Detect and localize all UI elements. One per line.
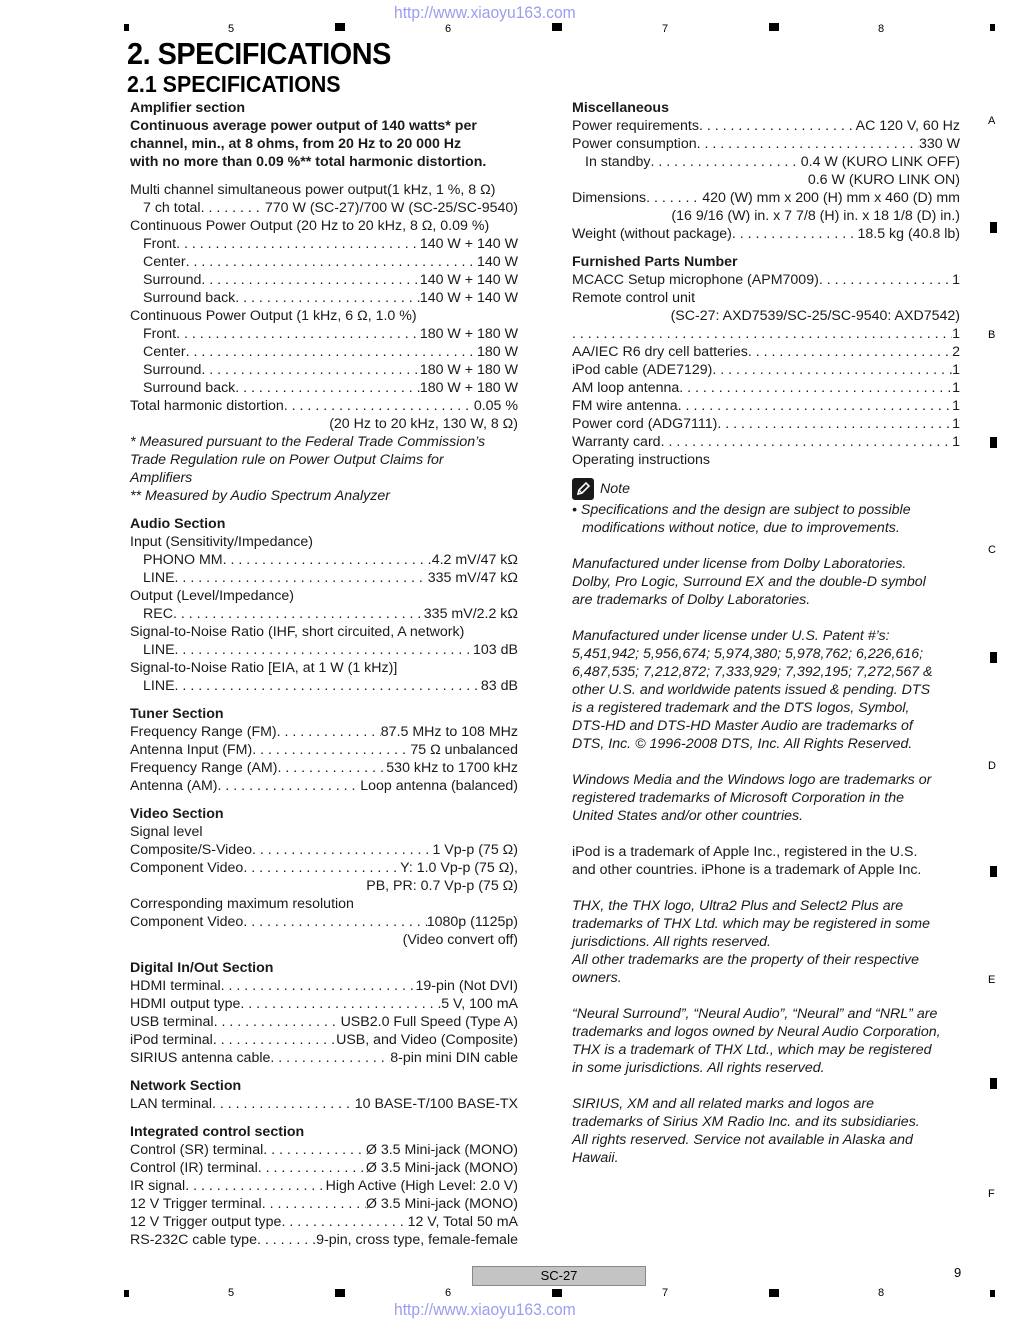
spec-heading: Signal level	[130, 824, 203, 840]
registration-mark	[552, 23, 562, 31]
video-section-title: Video Section	[130, 806, 224, 822]
trademark-paragraph-dolby: Manufactured under license from Dolby Laboratories. Dolby, Pro Logic, Surround EX and the double-D symbol are trademarks of Dolby Laboratories.	[572, 556, 926, 608]
grid-number: 7	[662, 23, 669, 35]
spec-row: iPod terminal . . . USB, and Video (Composite)	[130, 1031, 518, 1049]
spec-row: Dimensions . . . 420 (W) mm x 200 (H) mm x 460 (D) mm	[572, 189, 960, 207]
audio-section-title: Audio Section	[130, 516, 226, 532]
spec-row: In standby . . . 0.4 W (KURO LINK OFF)	[572, 153, 960, 171]
side-label-a: A	[988, 115, 996, 127]
spec-row: 7 ch total . . . 770 W (SC-27)/700 W (SC-25/SC-9540)	[130, 199, 518, 217]
parts-row: MCACC Setup microphone (APM7009) . . . 1	[572, 271, 960, 289]
amplifier-rating-line: with no more than 0.09 %** total harmonic distortion.	[130, 154, 487, 170]
spec-row: USB terminal . . . USB2.0 Full Speed (Type A)	[130, 1013, 518, 1031]
parts-item: Operating instructions	[572, 452, 711, 468]
spec-heading: Output (Level/Impedance)	[130, 588, 295, 604]
parts-section-title: Furnished Parts Number	[572, 254, 738, 270]
registration-mark	[990, 652, 997, 663]
parts-models: (SC-27: AXD7539/SC-25/SC-9540: AXD7542)	[670, 308, 960, 324]
registration-mark	[990, 222, 997, 233]
spec-row: RS-232C cable type . . . 9-pin, cross type, female-female	[130, 1231, 518, 1249]
spec-heading: Corresponding maximum resolution	[130, 896, 354, 912]
trademark-paragraph-ipod: iPod is a trademark of Apple Inc., registered in the U.S. and other countries. iPhone is a trademark of Apple Inc.	[572, 844, 922, 878]
parts-row: AA/IEC R6 dry cell batteries . . . 2	[572, 343, 960, 361]
spec-heading: Continuous Power Output (1 kHz, 6 Ω, 1.0 %)	[130, 308, 417, 324]
amplifier-rating-line: Continuous average power output of 140 watts* per	[130, 118, 477, 134]
parts-heading: Remote control unit	[572, 290, 696, 306]
parts-row: Warranty card . . . 1	[572, 433, 960, 451]
spec-row: Weight (without package) . . . 18.5 kg (40.8 lb)	[572, 225, 960, 243]
spec-row: HDMI terminal . . . 19-pin (Not DVI)	[130, 977, 518, 995]
footnote: Trade Regulation rule on Power Output Claims for	[130, 452, 444, 468]
spec-row: Antenna Input (FM) . . . 75 Ω unbalanced	[130, 741, 518, 759]
digital-section-title: Digital In/Out Section	[130, 960, 274, 976]
side-label-e: E	[988, 974, 996, 986]
misc-section-title: Miscellaneous	[572, 100, 669, 116]
parts-row: Power cord (ADG7111) . . . 1	[572, 415, 960, 433]
page-title: 2. SPECIFICATIONS	[127, 36, 391, 71]
pencil-note-icon	[572, 478, 594, 500]
spec-row: Center . . . 180 W	[130, 343, 518, 361]
spec-row: Antenna (AM) . . . Loop antenna (balanced)	[130, 777, 518, 795]
spec-heading: Continuous Power Output (20 Hz to 20 kHz, 8 Ω, 0.09 %)	[130, 218, 490, 234]
spec-row: Frequency Range (AM) . . . 530 kHz to 1700 kHz	[130, 759, 518, 777]
spec-row: LINE . . . 83 dB	[130, 677, 518, 695]
spec-row: Component Video . . . Y: 1.0 Vp-p (75 Ω),	[130, 859, 518, 877]
grid-number: 6	[445, 23, 452, 35]
spec-row: Composite/S-Video . . . 1 Vp-p (75 Ω)	[130, 841, 518, 859]
grid-number: 8	[878, 23, 885, 35]
amplifier-rating-line: channel, min., at 8 ohms, from 20 Hz to 20 000 Hz	[130, 136, 462, 152]
spec-row: Frequency Range (FM) . . . 87.5 MHz to 108 MHz	[130, 723, 518, 741]
trademark-paragraph-dts: Manufactured under license under U.S. Patent #’s: 5,451,942; 5,956,674; 5,974,380; 5,978,762; 6,226,616; 6,487,535; 7,212,872; 7,333,929; 7,392,195; 7,272,567 & other U.S. and worldwide patents issued & pending. DTS is a registered trademark and the DTS logos, Symbol, DTS-HD and DTS-HD Master Audio are trademarks of DTS, Inc. © 1996-2008 DTS, Inc. All Rights Reserved.	[572, 628, 933, 752]
parts-row: iPod cable (ADE7129) . . . 1	[572, 361, 960, 379]
spec-heading: Input (Sensitivity/Impedance)	[130, 534, 313, 550]
section-title: 2.1 SPECIFICATIONS	[127, 71, 341, 97]
spec-heading: Multi channel simultaneous power output(1 kHz, 1 %, 8 Ω)	[130, 182, 496, 198]
registration-mark	[335, 1289, 345, 1297]
parts-row: FM wire antenna . . . 1	[572, 397, 960, 415]
left-column	[130, 99, 518, 1249]
registration-mark	[124, 1290, 129, 1297]
side-label-d: D	[988, 760, 996, 772]
registration-mark	[552, 1289, 562, 1297]
note-bullet-continued: modifications without notice, due to improvements.	[582, 520, 900, 536]
side-label-b: B	[988, 329, 996, 341]
spec-row: Total harmonic distortion . . . 0.05 %	[130, 397, 518, 415]
footnote: Amplifiers	[130, 470, 193, 486]
grid-number: 5	[228, 23, 235, 35]
footer-url[interactable]: http://www.xiaoyu163.com	[394, 1300, 576, 1319]
spec-row: IR signal . . . High Active (High Level: 2.0 V)	[130, 1177, 518, 1195]
amplifier-section-title: Amplifier section	[130, 100, 246, 116]
header-url[interactable]: http://www.xiaoyu163.com	[394, 3, 576, 22]
spec-row: LINE . . . 335 mV/47 kΩ	[130, 569, 518, 587]
grid-number: 7	[662, 1287, 669, 1299]
spec-row: Power requirements . . . AC 120 V, 60 Hz	[572, 117, 960, 135]
trademark-paragraph-sirius: SIRIUS, XM and all related marks and logos are trademarks of Sirius XM Radio Inc. and its subsidiaries. All rights reserved. Service not available in Alaska and Hawaii.	[572, 1096, 920, 1166]
spec-row: LAN terminal . . . 10 BASE-T/100 BASE-TX	[130, 1095, 518, 1113]
trademark-paragraph-windows: Windows Media and the Windows logo are trademarks or registered trademarks of Microsoft Corporation in the United States and/or other countries.	[572, 772, 932, 824]
registration-mark	[990, 1078, 997, 1089]
grid-number: 6	[445, 1287, 452, 1299]
registration-mark	[990, 1290, 995, 1297]
spec-row: Surround back . . . 180 W + 180 W	[130, 379, 518, 397]
registration-mark	[769, 1289, 779, 1297]
spec-row: HDMI output type . . . 5 V, 100 mA	[130, 995, 518, 1013]
registration-mark	[769, 23, 779, 31]
spec-row: Surround . . . 180 W + 180 W	[130, 361, 518, 379]
grid-number: 8	[878, 1287, 885, 1299]
control-section-title: Integrated control section	[130, 1124, 305, 1140]
registration-mark	[990, 24, 995, 31]
parts-row: AM loop antenna . . . 1	[572, 379, 960, 397]
spec-row: PHONO MM . . . 4.2 mV/47 kΩ	[130, 551, 518, 569]
registration-mark	[335, 23, 345, 31]
registration-mark	[124, 24, 129, 31]
note-header	[572, 477, 960, 501]
spec-heading: Signal-to-Noise Ratio (IHF, short circuited, A network)	[130, 624, 465, 640]
side-label-c: C	[988, 544, 996, 556]
spec-row: Component Video . . . 1080p (1125p)	[130, 913, 518, 931]
spec-row: Center . . . 140 W	[130, 253, 518, 271]
tuner-section-title: Tuner Section	[130, 706, 224, 722]
model-label: SC-27	[472, 1266, 646, 1286]
spec-row: LINE . . . 103 dB	[130, 641, 518, 659]
parts-row: . . . 1	[572, 325, 960, 343]
spec-row: Surround back . . . 140 W + 140 W	[130, 289, 518, 307]
spec-condition: (Video convert off)	[402, 932, 518, 948]
spec-condition: (20 Hz to 20 kHz, 130 W, 8 Ω)	[329, 416, 518, 432]
note-bullet: • Specifications and the design are subject to possible	[572, 502, 911, 518]
spec-row: REC . . . 335 mV/2.2 kΩ	[130, 605, 518, 623]
spec-row: 12 V Trigger output type . . . 12 V, Total 50 mA	[130, 1213, 518, 1231]
footnote: ** Measured by Audio Spectrum Analyzer	[130, 488, 390, 504]
spec-row: Surround . . . 140 W + 140 W	[130, 271, 518, 289]
spec-row: Front . . . 140 W + 140 W	[130, 235, 518, 253]
registration-mark	[990, 437, 997, 448]
spec-condition: 0.6 W (KURO LINK ON)	[807, 172, 960, 188]
trademark-paragraph-neural: “Neural Surround”, “Neural Audio”, “Neural” and “NRL” are trademarks and logos owned by Neural Audio Corporation, THX is a trademark of THX Ltd., which may be registered in some jurisdictions. All rights reserved.	[572, 1006, 941, 1076]
footnote: * Measured pursuant to the Federal Trade Commission’s	[130, 434, 486, 450]
spec-condition: PB, PR: 0.7 Vp-p (75 Ω)	[366, 878, 518, 894]
spec-heading: Signal-to-Noise Ratio [EIA, at 1 W (1 kHz)]	[130, 660, 398, 676]
trademark-paragraph-thx: THX, the THX logo, Ultra2 Plus and Select2 Plus are trademarks of THX Ltd. which may be registered in some jurisdictions. All rights reserved. All other trademarks are the property of their respective owners.	[572, 898, 930, 986]
page-number: 9	[954, 1265, 962, 1280]
network-section-title: Network Section	[130, 1078, 242, 1094]
grid-number: 5	[228, 1287, 235, 1299]
spec-row: SIRIUS antenna cable . . . 8-pin mini DIN cable	[130, 1049, 518, 1067]
spec-row: Control (IR) terminal . . . Ø 3.5 Mini-jack (MONO)	[130, 1159, 518, 1177]
spec-row: 12 V Trigger terminal . . . Ø 3.5 Mini-jack (MONO)	[130, 1195, 518, 1213]
spec-condition: (16 9/16 (W) in. x 7 7/8 (H) in. x 18 1/8 (D) in.)	[671, 208, 960, 224]
spec-row: Control (SR) terminal . . . Ø 3.5 Mini-jack (MONO)	[130, 1141, 518, 1159]
right-column	[572, 99, 960, 1167]
spec-row: Front . . . 180 W + 180 W	[130, 325, 518, 343]
spec-row: Power consumption . . . 330 W	[572, 135, 960, 153]
registration-mark	[990, 866, 997, 877]
note-label: Note	[600, 481, 630, 497]
side-label-f: F	[988, 1188, 995, 1200]
